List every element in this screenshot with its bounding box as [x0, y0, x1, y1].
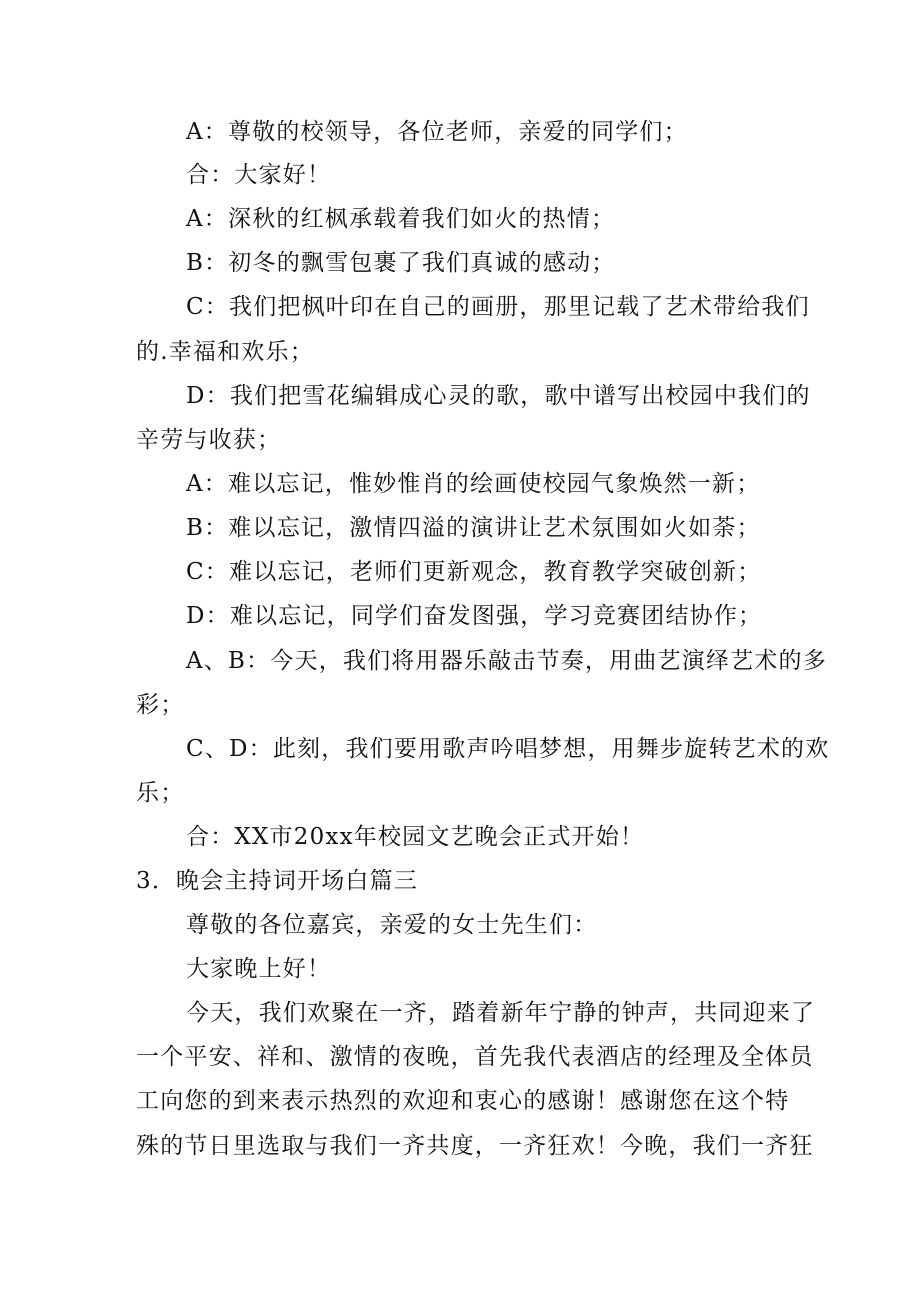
paragraph-line: 殊的节日里选取与我们一齐共度，一齐狂欢！今晚，我们一齐狂 — [136, 1133, 814, 1159]
dialogue-line-continuation: 乐； — [136, 780, 185, 806]
dialogue-line: A：尊敬的校领导，各位老师，亲爱的同学们； — [186, 119, 688, 145]
paragraph-line: 一个平安、祥和、激情的夜晚，首先我代表酒店的经理及全体员 — [136, 1044, 814, 1070]
dialogue-line-continuation: 辛劳与收获； — [136, 427, 282, 453]
dialogue-line: A：深秋的红枫承载着我们如火的热情； — [186, 206, 616, 232]
dialogue-line: C：难以忘记，老师们更新观念，教育教学突破创新； — [186, 559, 762, 585]
dialogue-line: A：难以忘记，惟妙惟肖的绘画使校园气象焕然一新； — [186, 471, 761, 497]
dialogue-line: B：初冬的飘雪包裹了我们真诚的感动； — [186, 250, 616, 276]
dialogue-line: D：难以忘记，同学们奋发图强，学习竞赛团结协作； — [186, 603, 763, 629]
dialogue-line: C、D：此刻，我们要用歌声吟唱梦想，用舞步旋转艺术的欢 — [186, 736, 830, 762]
dialogue-line-continuation: 的.幸福和欢乐； — [136, 339, 314, 365]
dialogue-line-continuation: 彩； — [136, 692, 185, 718]
dialogue-line: B：难以忘记，激情四溢的演讲让艺术氛围如火如荼； — [186, 515, 761, 541]
paragraph-line: 工向您的到来表示热烈的欢迎和衷心的感谢！感谢您在这个特 — [136, 1088, 790, 1114]
dialogue-line: A、B：今天，我们将用器乐敲击节奏，用曲艺演绎艺术的多 — [186, 648, 827, 674]
dialogue-line: 合：XX市20xx年校园文艺晚会正式开始！ — [186, 824, 645, 850]
paragraph-line: 今天，我们欢聚在一齐，踏着新年宁静的钟声，共同迎来了 — [186, 1000, 816, 1026]
dialogue-line: C：我们把枫叶印在自己的画册，那里记载了艺术带给我们 — [186, 294, 810, 320]
section-heading: 3．晚会主持词开场白篇三 — [136, 868, 419, 894]
dialogue-line: 合：大家好！ — [186, 162, 332, 188]
paragraph-line: 大家晚上好！ — [186, 956, 332, 982]
dialogue-line: D：我们把雪花编辑成心灵的歌，歌中谱写出校园中我们的 — [186, 383, 811, 409]
paragraph-line: 尊敬的各位嘉宾，亲爱的女士先生们： — [186, 912, 598, 938]
